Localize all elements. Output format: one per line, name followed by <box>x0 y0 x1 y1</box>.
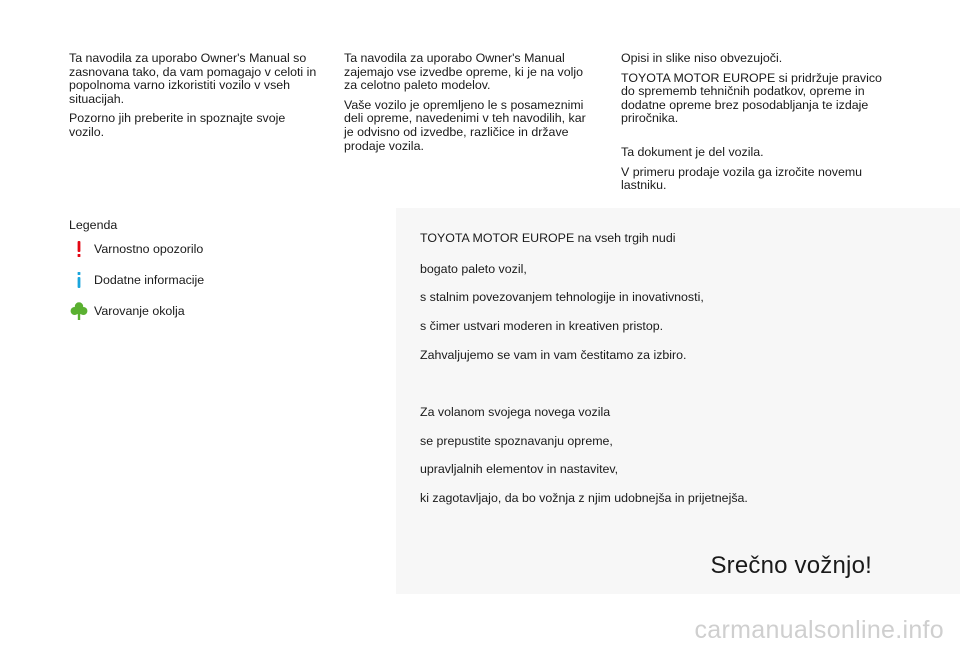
watermark: carmanualsonline.info <box>694 616 944 644</box>
welcome-line: TOYOTA MOTOR EUROPE na vseh trgih nudi <box>420 231 676 245</box>
welcome-line: bogato paleto vozil, <box>420 262 527 276</box>
intro-right-paragraph-1: Opisi in slike niso obvezujoči. <box>621 51 783 65</box>
legend-title: Legenda <box>69 218 118 232</box>
welcome-line: upravljalnih elementov in nastavitev, <box>420 462 619 476</box>
legend-item-info <box>69 271 369 289</box>
legend-item-environment-label: Varovanje okolja <box>94 304 185 318</box>
welcome-line: se prepustite spoznavanju opreme, <box>420 434 613 448</box>
intro-right-paragraph-4: V primeru prodaje vozila ga izročite novemu lastniku. <box>621 164 863 193</box>
welcome-line: ki zagotavljajo, da bo vožnja z njim udobnejša in prijetnejša. <box>420 491 748 505</box>
intro-left-column <box>69 52 319 146</box>
legend-item-environment <box>69 302 369 320</box>
intro-left-paragraph-2: Pozorno jih preberite in spoznajte svoje vozilo. <box>69 111 286 139</box>
welcome-panel <box>396 208 960 594</box>
welcome-line: Zahvaljujemo se vam in vam čestitamo za izbiro. <box>420 348 687 362</box>
info-icon <box>69 270 89 290</box>
tree-icon <box>69 301 89 321</box>
legend <box>69 218 369 333</box>
welcome-line: s čimer ustvari moderen in kreativen pristop. <box>420 319 664 333</box>
legend-item-safety <box>69 240 369 258</box>
welcome-line: Za volanom svojega novega vozila <box>420 405 611 419</box>
intro-middle-paragraph-1: Ta navodila za uporabo Owner's Manual zajemajo vse izvedbe opreme, ki je na voljo za celotno paleto modelov. <box>344 51 583 93</box>
intro-left-paragraph-1: Ta navodila za uporabo Owner's Manual so zasnovana tako, da vam pomagajo v celoti in popolnoma varno izkoristiti vozilo v vseh situacijah. <box>69 51 317 106</box>
welcome-line: s stalnim povezovanjem tehnologije in inovativnosti, <box>420 290 704 304</box>
intro-middle-column <box>344 52 596 159</box>
legend-item-safety-label: Varnostno opozorilo <box>94 242 204 256</box>
intro-right-paragraph-2: TOYOTA MOTOR EUROPE si pridržuje pravico do sprememb tehničnih podatkov, opreme in dodatne opreme brez posodabljanja te izdaje priročnika. <box>621 70 882 126</box>
exclamation-icon <box>69 239 89 259</box>
intro-middle-paragraph-2: Vaše vozilo je opremljeno le s posameznimi deli opreme, navedenimi v teh navodilih, kar je odvisno od izvedbe, različice in države prodaje vozila. <box>344 97 586 153</box>
intro-right-column <box>621 52 889 199</box>
closing-greeting: Srečno vožnjo! <box>710 552 872 579</box>
legend-item-info-label: Dodatne informacije <box>94 273 205 287</box>
intro-right-paragraph-3: Ta dokument je del vozila. <box>621 144 764 159</box>
